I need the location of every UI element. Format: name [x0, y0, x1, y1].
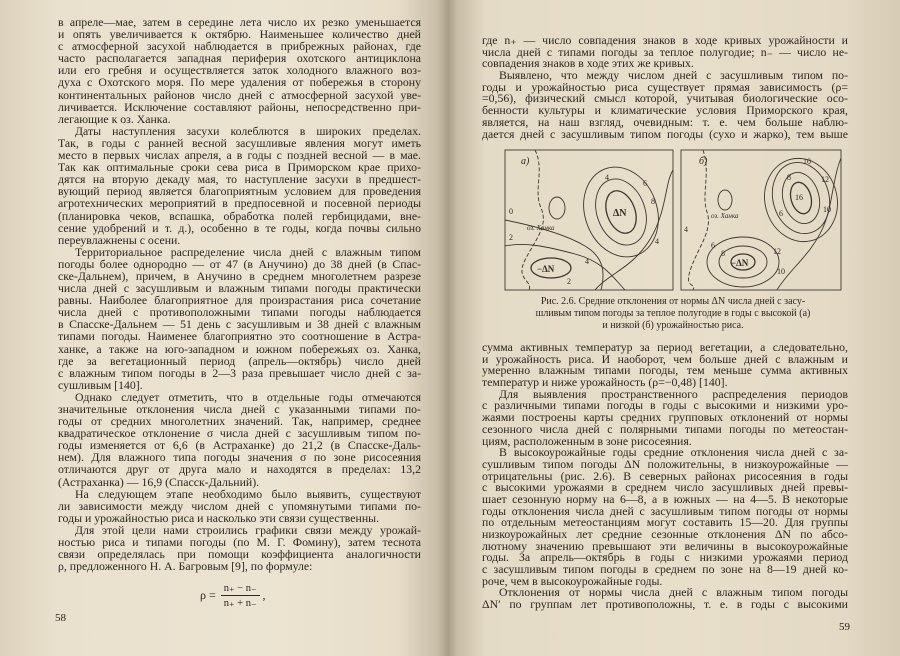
text-line: в Спасске-Дальнем — 51 день с засушливым и 38 дней с влажным — [58, 317, 421, 332]
text-line: место в первых числах апреля, а в годы с поздней весной — в мае. — [58, 148, 421, 163]
analogy-coefficient-formula — [200, 582, 266, 609]
text-line: сушливым типом погоды ΔN положительны, в низкоурожайные — — [482, 456, 848, 471]
paragraph — [482, 70, 848, 140]
text-line: (Астраханка) — 16,9 (Спасск-Дальний). — [58, 474, 260, 489]
text-line: числа дней с засушливым и влажным типами погоды практически — [58, 281, 421, 296]
lake-label: оз. Ханка — [527, 224, 555, 232]
contour-value: 4 — [605, 173, 609, 182]
contour-value: 6 — [779, 209, 783, 218]
contour-value: 0 — [509, 207, 513, 216]
paragraph — [482, 447, 848, 587]
text-line: дается дней с засушливым типом погоды (сухо и жарко), тем выше — [482, 126, 848, 141]
contour-value: 2 — [567, 277, 571, 286]
contour-value: 10 — [823, 205, 831, 214]
text-line: с высокими урожаями в среднем число засушливых дней превы- — [482, 480, 848, 495]
text-line: переувлажнены с осени. — [58, 232, 181, 247]
text-line: Для выявления пространственного распределения периодов — [499, 386, 848, 401]
text-line: легающие к оз. Ханка. — [58, 111, 171, 126]
text-line: и опять увеличивается к октябрю. Наименьшее количество дней — [58, 27, 421, 42]
text-line: с различными типами погоды в годы с высокими и низкими уро- — [482, 398, 848, 413]
text-line: шает сезонную норму на 6—8, а в южных — на 4—5. В некоторые — [482, 491, 848, 506]
lake-label: оз. Ханка — [711, 212, 739, 220]
text-line: отличаются друг от друга мало и находятся в пределах: 13,2 — [58, 462, 421, 477]
contour-value: 8 — [787, 173, 791, 182]
caption-line: Рис. 2.6. Средние отклонения от нормы ΔN числа дней с засу- — [540, 296, 806, 307]
text-line: Однако следует отметить, что в отдельные годы отмечаются — [75, 389, 421, 404]
text-line: годы от средних многолетних значений. Так, например, среднее — [58, 414, 421, 429]
figure-2-6-maps — [497, 146, 847, 294]
border-line — [688, 150, 708, 290]
text-line: с атмосферной засухой наблюдается в прибрежных районах, где — [58, 39, 421, 54]
formula-lhs: ρ = — [200, 588, 216, 602]
text-line: На следующем этапе необходимо было выявить, существуют — [75, 486, 421, 501]
text-line: отрицательны (рис. 2.6). В северных районах рисосеяния в годы — [482, 468, 848, 483]
panel-label: а) — [521, 156, 530, 167]
text-line: низкоурожайных лет средние сезонные отклонения ΔN по абсо- — [482, 527, 848, 541]
caption-line: шливым типом погоды за теплое полугодие в годы с высокой (а) — [535, 308, 811, 319]
formula-trail: , — [262, 588, 266, 602]
text-line: годы и урожайностью риса и насколько эти связи существенны. — [58, 510, 380, 525]
text-line: часто располагается западная периферия охотского антициклона — [58, 51, 421, 66]
text-line: нем). Для влажного типа погоды значения σ по зоне рисосеяния — [58, 450, 421, 465]
paragraph — [482, 386, 848, 448]
text-line: Даты наступления засухи колеблются в широких пределах. — [75, 123, 421, 138]
text-line: в апреле—мае, затем в середине лета число их резко уменьшается — [58, 15, 421, 29]
text-line: совпадения знаков в ходе этих же кривых. — [482, 56, 694, 71]
text-line: ΔN′ по группам лет противоположны, т. е. в годы с высокими — [482, 597, 848, 612]
text-line: связи определялась при помощи коэффициента аналогичности — [58, 547, 421, 562]
text-line: ханке, а также на юго-западном и южном побережьях оз. Ханка, — [58, 341, 421, 356]
text-line: с влажным типом погоды в 2—3 раза превышает число дней с за- — [58, 365, 421, 380]
text-line: жаями построены карты средних групповых отклонений от нормы — [482, 410, 848, 425]
text-line: континентальных районов число дней с атмосферной засухой уве- — [58, 87, 421, 102]
contour-value: 4 — [655, 237, 659, 246]
right-page-text-top — [482, 35, 848, 140]
paragraph — [482, 35, 848, 70]
text-line: Отклонения от нормы числа дней с влажным типом погоды — [499, 585, 848, 600]
figure-caption — [498, 296, 848, 332]
text-line: температур и ниже урожайность (ρ=−0,48) [140]. — [482, 375, 728, 390]
text-line: лютному значению превышают эти величины в высокоурожайные — [482, 538, 848, 553]
text-line: циям, расположенным в зоне рисосеяния. — [482, 433, 692, 448]
paragraph — [58, 488, 421, 524]
text-line: значительные отклонения числа дней с указанными типами по- — [58, 402, 421, 416]
text-line: Так, в годы с ранней весной засушливые явления могут иметь — [58, 135, 421, 150]
text-line: погоды более однородно — от 47 (в Анучино) до 38 дней (в Спас- — [58, 256, 421, 271]
text-line: годы и урожайностью риса существует прямая зависимость (ρ= — [482, 79, 848, 94]
text-line: числа дней с противоположными типами погоды наблюдается — [58, 305, 421, 320]
paragraph — [482, 587, 848, 610]
text-line: личивается. Исключение составляют районы, непосредственно при- — [58, 99, 421, 114]
text-line: или его гребня и осуществляется заток холодного влажного воз- — [58, 63, 421, 78]
text-line: В высокоурожайные годы средние отклонения числа дней с за- — [499, 445, 848, 460]
text-line: сезонного числа дней с полярными типами погоды по метеостан- — [482, 421, 848, 436]
text-line: по отдельным метеостанциям могут составить 15—20. Для группы — [482, 515, 848, 530]
text-line: квадратическое отклонение σ числа дней с засушливым типом по- — [58, 426, 421, 441]
text-line: Выявлено, что между числом дней с засушливым типом по- — [499, 68, 848, 83]
contour-value: 8 — [721, 249, 725, 258]
negative-delta-n-label: −ΔN — [731, 258, 749, 268]
text-line: годы изменяется от 6,6 (в Астраханке) до 21,2 (в Спасске-Даль- — [58, 438, 421, 453]
contour-value: 8 — [651, 197, 655, 206]
text-line: духа с Охотского моря. По мере удаления от побережья в сторону — [58, 75, 421, 90]
text-line: где за вегетационный период (апрель—октябрь) число дней — [58, 353, 421, 368]
right-page-text-bottom — [482, 342, 848, 611]
text-line: является, на наш взгляд, очевидным: т. е. чем больше наблю- — [482, 114, 848, 129]
panel-label: б) — [699, 156, 708, 167]
text-line: годы отклонения числа дней с засушливым типом погоды от нормы — [482, 503, 848, 518]
text-line: типами погоды. Наименее благоприятно это соотношение в Астра- — [58, 329, 421, 344]
text-line: ске-Дальнем), причем, в Анучино в среднем многолетнем разрезе — [58, 268, 421, 283]
paragraph — [482, 342, 848, 389]
text-line: с засушливым типом погоды в среднем по зоне на 8—19 дней ко- — [482, 562, 848, 577]
contour-value: 2 — [509, 233, 513, 242]
formula-denominator: n₊ + n₋ — [223, 598, 257, 609]
paragraph — [58, 125, 421, 246]
text-line: (планировка чеков, вспашка, обработка полей гербицидами, вне- — [58, 208, 421, 223]
text-line: где n₊ — число совпадения знаков в ходе кривых урожайности и — [482, 33, 848, 47]
text-line: равны. Наиболее благоприятное для произрастания риса сочетание — [58, 293, 421, 308]
text-line: Для этой цели нами строились графики связи между урожай- — [75, 522, 421, 537]
lake-khanka-outline — [718, 190, 732, 210]
left-page-text — [58, 16, 421, 572]
contour-value: 6 — [711, 241, 715, 250]
text-line: и урожайность риса. И наоборот, чем больше дней с влажным и — [482, 351, 848, 366]
text-line: Территориальное распределение числа дней с влажным типом — [75, 244, 421, 259]
text-line: ли зависимости между числом дней с упомянутыми типами по- — [58, 498, 421, 513]
contour-line — [505, 244, 625, 290]
page-number-right: 59 — [839, 621, 850, 633]
text-line: числа дней с типами погоды за теплое полугодие; n₋ — число не- — [482, 44, 848, 59]
page-number-left: 58 — [55, 612, 66, 624]
text-line: дятся на вторую декаду мая, то наступление засухи в предшест- — [58, 172, 421, 187]
paragraph — [58, 246, 421, 391]
lake-khanka-outline — [549, 197, 565, 219]
text-line: =0,56), физический смысл которой, учитывая биологические осо- — [482, 91, 848, 106]
map-panel-a — [505, 150, 673, 290]
text-line: ностью риса и типами погоды (по М. Г. Фомину), затем теснота — [58, 535, 421, 550]
contour-value: 4 — [684, 225, 688, 234]
contour-value: 10 — [803, 157, 811, 166]
negative-delta-n-label: −ΔN — [537, 264, 555, 274]
paragraph — [58, 524, 421, 572]
map-panel-b — [681, 150, 847, 290]
text-line: умеренно влажным типами погоды, тем меньше сумма активных — [482, 363, 848, 378]
caption-line: и низкой (б) урожайностью риса. — [602, 320, 744, 331]
text-line: сушливым [140]. — [58, 377, 143, 392]
text-line: сение удобрений и т. д.), особенно в те годы, когда почвы сильно — [58, 220, 421, 235]
delta-n-label: ΔN — [613, 208, 627, 219]
text-line: ρ, предложенного Н. А. Багровым [9], по формуле: — [58, 559, 313, 574]
text-line: сумма активных температур за период вегетации, а следовательно, — [482, 340, 848, 354]
text-line: годы. За апрель—октябрь в годы с низкими урожаями период — [482, 550, 848, 565]
paragraph — [58, 16, 421, 125]
contour-value: 4 — [585, 257, 589, 266]
text-line: бенности культуры и климатические условия Приморского края, — [482, 103, 848, 118]
contour-value: 6 — [643, 179, 647, 188]
contour-value: 12 — [773, 247, 781, 256]
text-line: вующий период является благоприятным условием для проведения — [58, 184, 421, 199]
contour-value: 16 — [795, 193, 803, 202]
formula-numerator: n₊ − n₋ — [221, 582, 260, 596]
text-line: Так как оптимальные сроки сева риса в Приморском крае прихо- — [58, 160, 421, 175]
paragraph — [58, 391, 421, 488]
contour-value: 10 — [777, 267, 785, 276]
map-frame — [505, 150, 673, 290]
contour-value: 12 — [821, 175, 829, 184]
text-line: роче, чем в высокоурожайные годы. — [482, 573, 663, 588]
text-line: агротехнических мероприятий в предпосевной и посевной периоды — [58, 196, 421, 211]
formula-fraction — [221, 582, 260, 609]
